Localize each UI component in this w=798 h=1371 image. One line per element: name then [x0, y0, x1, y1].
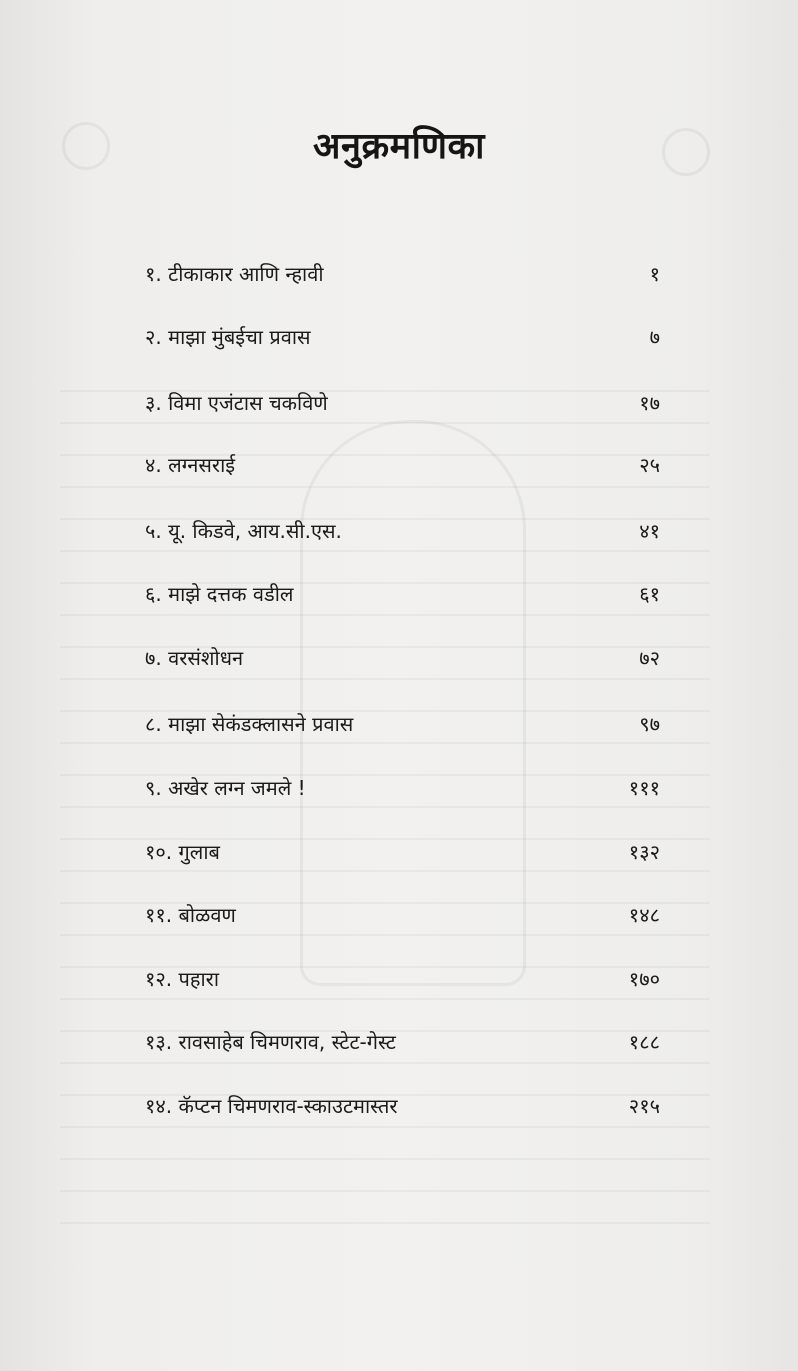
toc-entry-label: ४. लग्नसराई	[145, 452, 236, 477]
toc-entry-page: १	[649, 261, 660, 286]
toc-entry[interactable]	[145, 1019, 660, 1063]
toc-entry-label: ६. माझे दत्तक वडील	[145, 581, 294, 606]
toc-entry-label: १. टीकाकार आणि न्हावी	[145, 261, 324, 286]
toc-entry[interactable]	[145, 829, 660, 873]
toc-entry[interactable]	[145, 701, 660, 745]
toc-entry[interactable]	[145, 956, 660, 1000]
toc-entry-label: ५. यू. किडवे, आय.सी.एस.	[145, 518, 342, 543]
toc-entry-label: ११. बोळवण	[145, 902, 236, 927]
toc-entry-page: ७	[649, 324, 660, 349]
toc-entry-label: १३. रावसाहेब चिमणराव, स्टेट-गेस्ट	[145, 1029, 396, 1054]
toc-entry[interactable]	[145, 571, 660, 615]
toc-entry-page: २१५	[628, 1093, 660, 1118]
toc-entry-page: १३२	[628, 839, 660, 864]
toc-entry-page: १७०	[628, 966, 660, 991]
toc-entry-page: १४८	[628, 902, 660, 927]
toc-entry-label: २. माझा मुंबईचा प्रवास	[145, 324, 311, 349]
toc-entry-page: ४१	[639, 518, 660, 543]
toc-entry-label: ९. अखेर लग्न जमले !	[145, 775, 306, 800]
toc-entry[interactable]	[145, 892, 660, 936]
toc-entry-page: १११	[628, 775, 660, 800]
toc-entry[interactable]	[145, 314, 660, 358]
page-title: अनुक्रमणिका	[313, 126, 485, 167]
toc-entry[interactable]	[145, 251, 660, 295]
toc-entry-page: ९७	[639, 711, 660, 736]
toc-entry[interactable]	[145, 635, 660, 679]
toc-entry-label: ३. विमा एजंटास चकविणे	[145, 390, 328, 415]
toc-entry[interactable]	[145, 442, 660, 486]
toc-entry[interactable]	[145, 1083, 660, 1127]
toc-entry-label: १२. पहारा	[145, 966, 220, 991]
toc-entry-page: १७	[639, 390, 660, 415]
toc-entry-label: ८. माझा सेकंडक्लासने प्रवास	[145, 711, 354, 736]
toc-entry-page: २५	[639, 452, 660, 477]
toc-entry[interactable]	[145, 765, 660, 809]
toc-entry-label: १०. गुलाब	[145, 839, 220, 864]
toc-entry-label: ७. वरसंशोधन	[145, 645, 244, 670]
toc-entry-page: १८८	[628, 1029, 660, 1054]
toc-entry-page: ७२	[639, 645, 660, 670]
toc-entry[interactable]	[145, 380, 660, 424]
toc-entry-label: १४. कॅप्टन चिमणराव-स्काउटमास्तर	[145, 1093, 398, 1118]
toc-entry[interactable]	[145, 508, 660, 552]
toc-entry-page: ६१	[639, 581, 660, 606]
